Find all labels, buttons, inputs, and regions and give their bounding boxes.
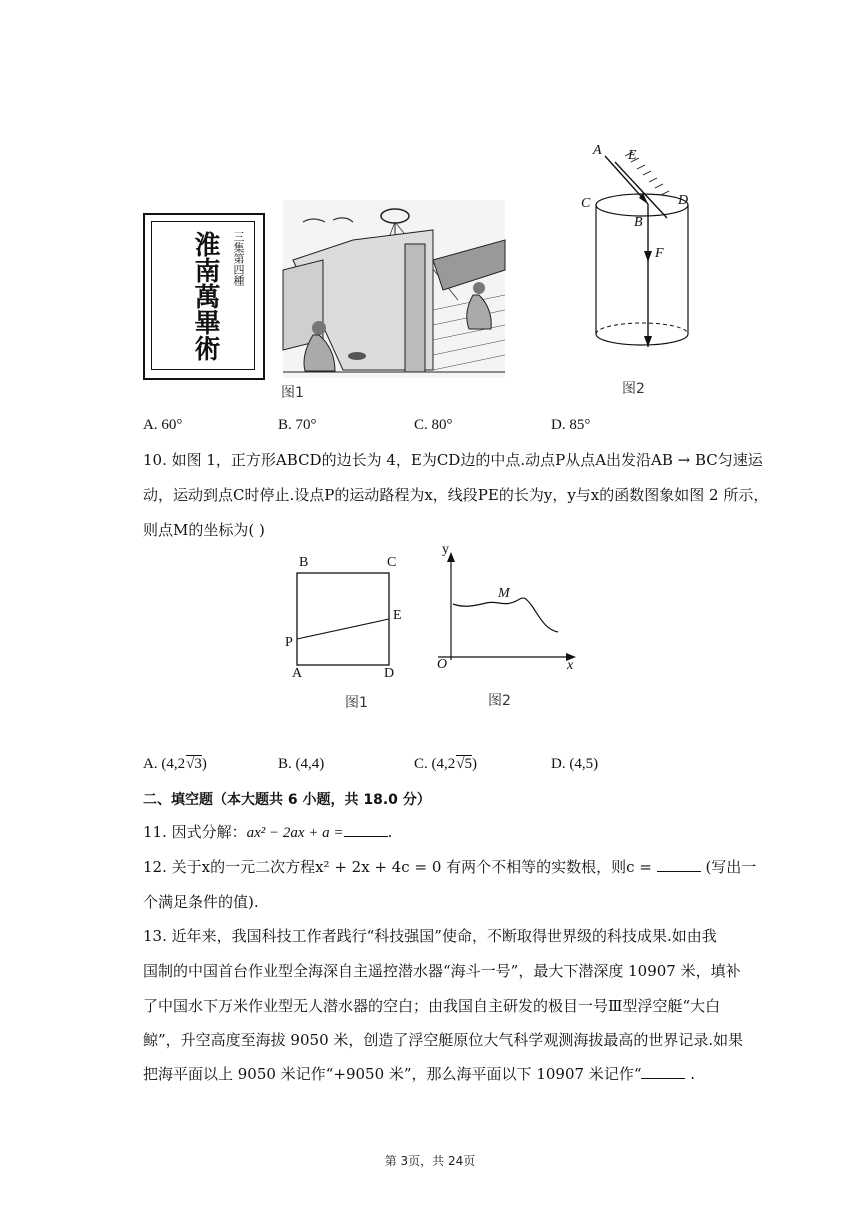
q10-line-2: 动，运动到点C时停止.设点P的运动路程为x，线段PE的长为y，y与x的函数图象如图 2 所示， xyxy=(143,486,769,504)
book-title-vertical: 淮南萬畢術 xyxy=(190,231,220,361)
sq-label-e: E xyxy=(393,608,402,623)
q13-line-5: 把海平面以上 9050 米记作“+9050 米”，那么海平面以下 10907 米记作“ . xyxy=(143,1065,696,1083)
sq-label-b: B xyxy=(299,555,309,570)
q13-answer-blank[interactable] xyxy=(641,1064,685,1079)
q12-line-2: 个满足条件的值). xyxy=(143,893,259,911)
book-side-text: 三集第四種 xyxy=(232,231,245,286)
q13-line-2: 国制的中国首台作业型全海深自主遥控潜水器“海斗一号”，最大下潜深度 10907 米，填补 xyxy=(143,962,741,980)
q12-answer-blank[interactable] xyxy=(657,857,701,872)
q10-option-d: D. (4,5) xyxy=(551,756,599,772)
sq-label-p: P xyxy=(285,635,293,650)
book-cover-figure xyxy=(143,213,265,380)
q10-option-c: C. (4,2√5) xyxy=(414,756,477,772)
q13-line-1: 13. 近年来，我国科技工作者践行“科技强国”使命，不断取得世界级的科技成果.如由我 xyxy=(143,927,717,945)
section-2-heading: 二、填空题（本大题共 6 小题，共 18.0 分） xyxy=(143,792,431,808)
figure-caption-2: 图2 xyxy=(622,381,645,397)
cylinder-reflection-figure xyxy=(585,142,700,367)
q10-fig2-caption: 图2 xyxy=(488,693,511,709)
page-footer: 第 3页，共 24页 xyxy=(384,1154,476,1168)
ancient-illustration xyxy=(283,200,505,378)
q13-line-3: 了中国水下万米作业型无人潜水器的空白；由我国自主研发的极目一号Ⅲ型浮空艇“大白 xyxy=(143,997,721,1015)
sq-label-c: C xyxy=(387,555,397,570)
graph-label-y: y xyxy=(442,542,449,557)
q10-line-1: 10. 如图 1，正方形ABCD的边长为 4，E为CD边的中点.动点P从点A出发沿AB → BC匀速运 xyxy=(143,451,763,469)
fig2-label-c: C xyxy=(581,196,591,211)
q11-line: 11. 因式分解：ax² − 2ax + a = . xyxy=(143,823,393,841)
sq-label-d: D xyxy=(384,666,395,681)
fig2-label-d: D xyxy=(678,193,689,208)
fig2-label-f: F xyxy=(655,246,664,261)
fig2-label-b: B xyxy=(634,215,643,230)
fig2-label-a: A xyxy=(593,143,602,158)
q9-option-d: D. 85° xyxy=(551,417,591,433)
q10-option-b: B. (4,4) xyxy=(278,756,325,772)
q13-line-4: 鲸”，升空高度至海拔 9050 米，创造了浮空艇原位大气科学观测海拔最高的世界记录.如果 xyxy=(143,1031,744,1049)
square-abcd-figure xyxy=(296,572,390,666)
graph-label-x: x xyxy=(567,658,574,673)
q9-option-a: A. 60° xyxy=(143,417,183,433)
graph-label-m: M xyxy=(498,586,510,601)
sq-label-a: A xyxy=(292,666,303,681)
graph-label-o: O xyxy=(437,657,448,672)
q10-option-a: A. (4,2√3) xyxy=(143,756,207,772)
figure-caption-1: 图1 xyxy=(281,385,304,401)
q9-option-b: B. 70° xyxy=(278,417,317,433)
q10-fig1-caption: 图1 xyxy=(345,695,368,711)
fig2-label-e: E xyxy=(628,148,637,163)
q9-option-c: C. 80° xyxy=(414,417,453,433)
q11-answer-blank[interactable] xyxy=(344,822,388,837)
q12-line-1: 12. 关于x的一元二次方程x² + 2x + 4c = 0 有两个不相等的实数根，则c = (写出一 xyxy=(143,858,757,876)
function-graph-figure xyxy=(430,548,580,668)
q10-line-3: 则点M的坐标为( ) xyxy=(143,521,265,539)
